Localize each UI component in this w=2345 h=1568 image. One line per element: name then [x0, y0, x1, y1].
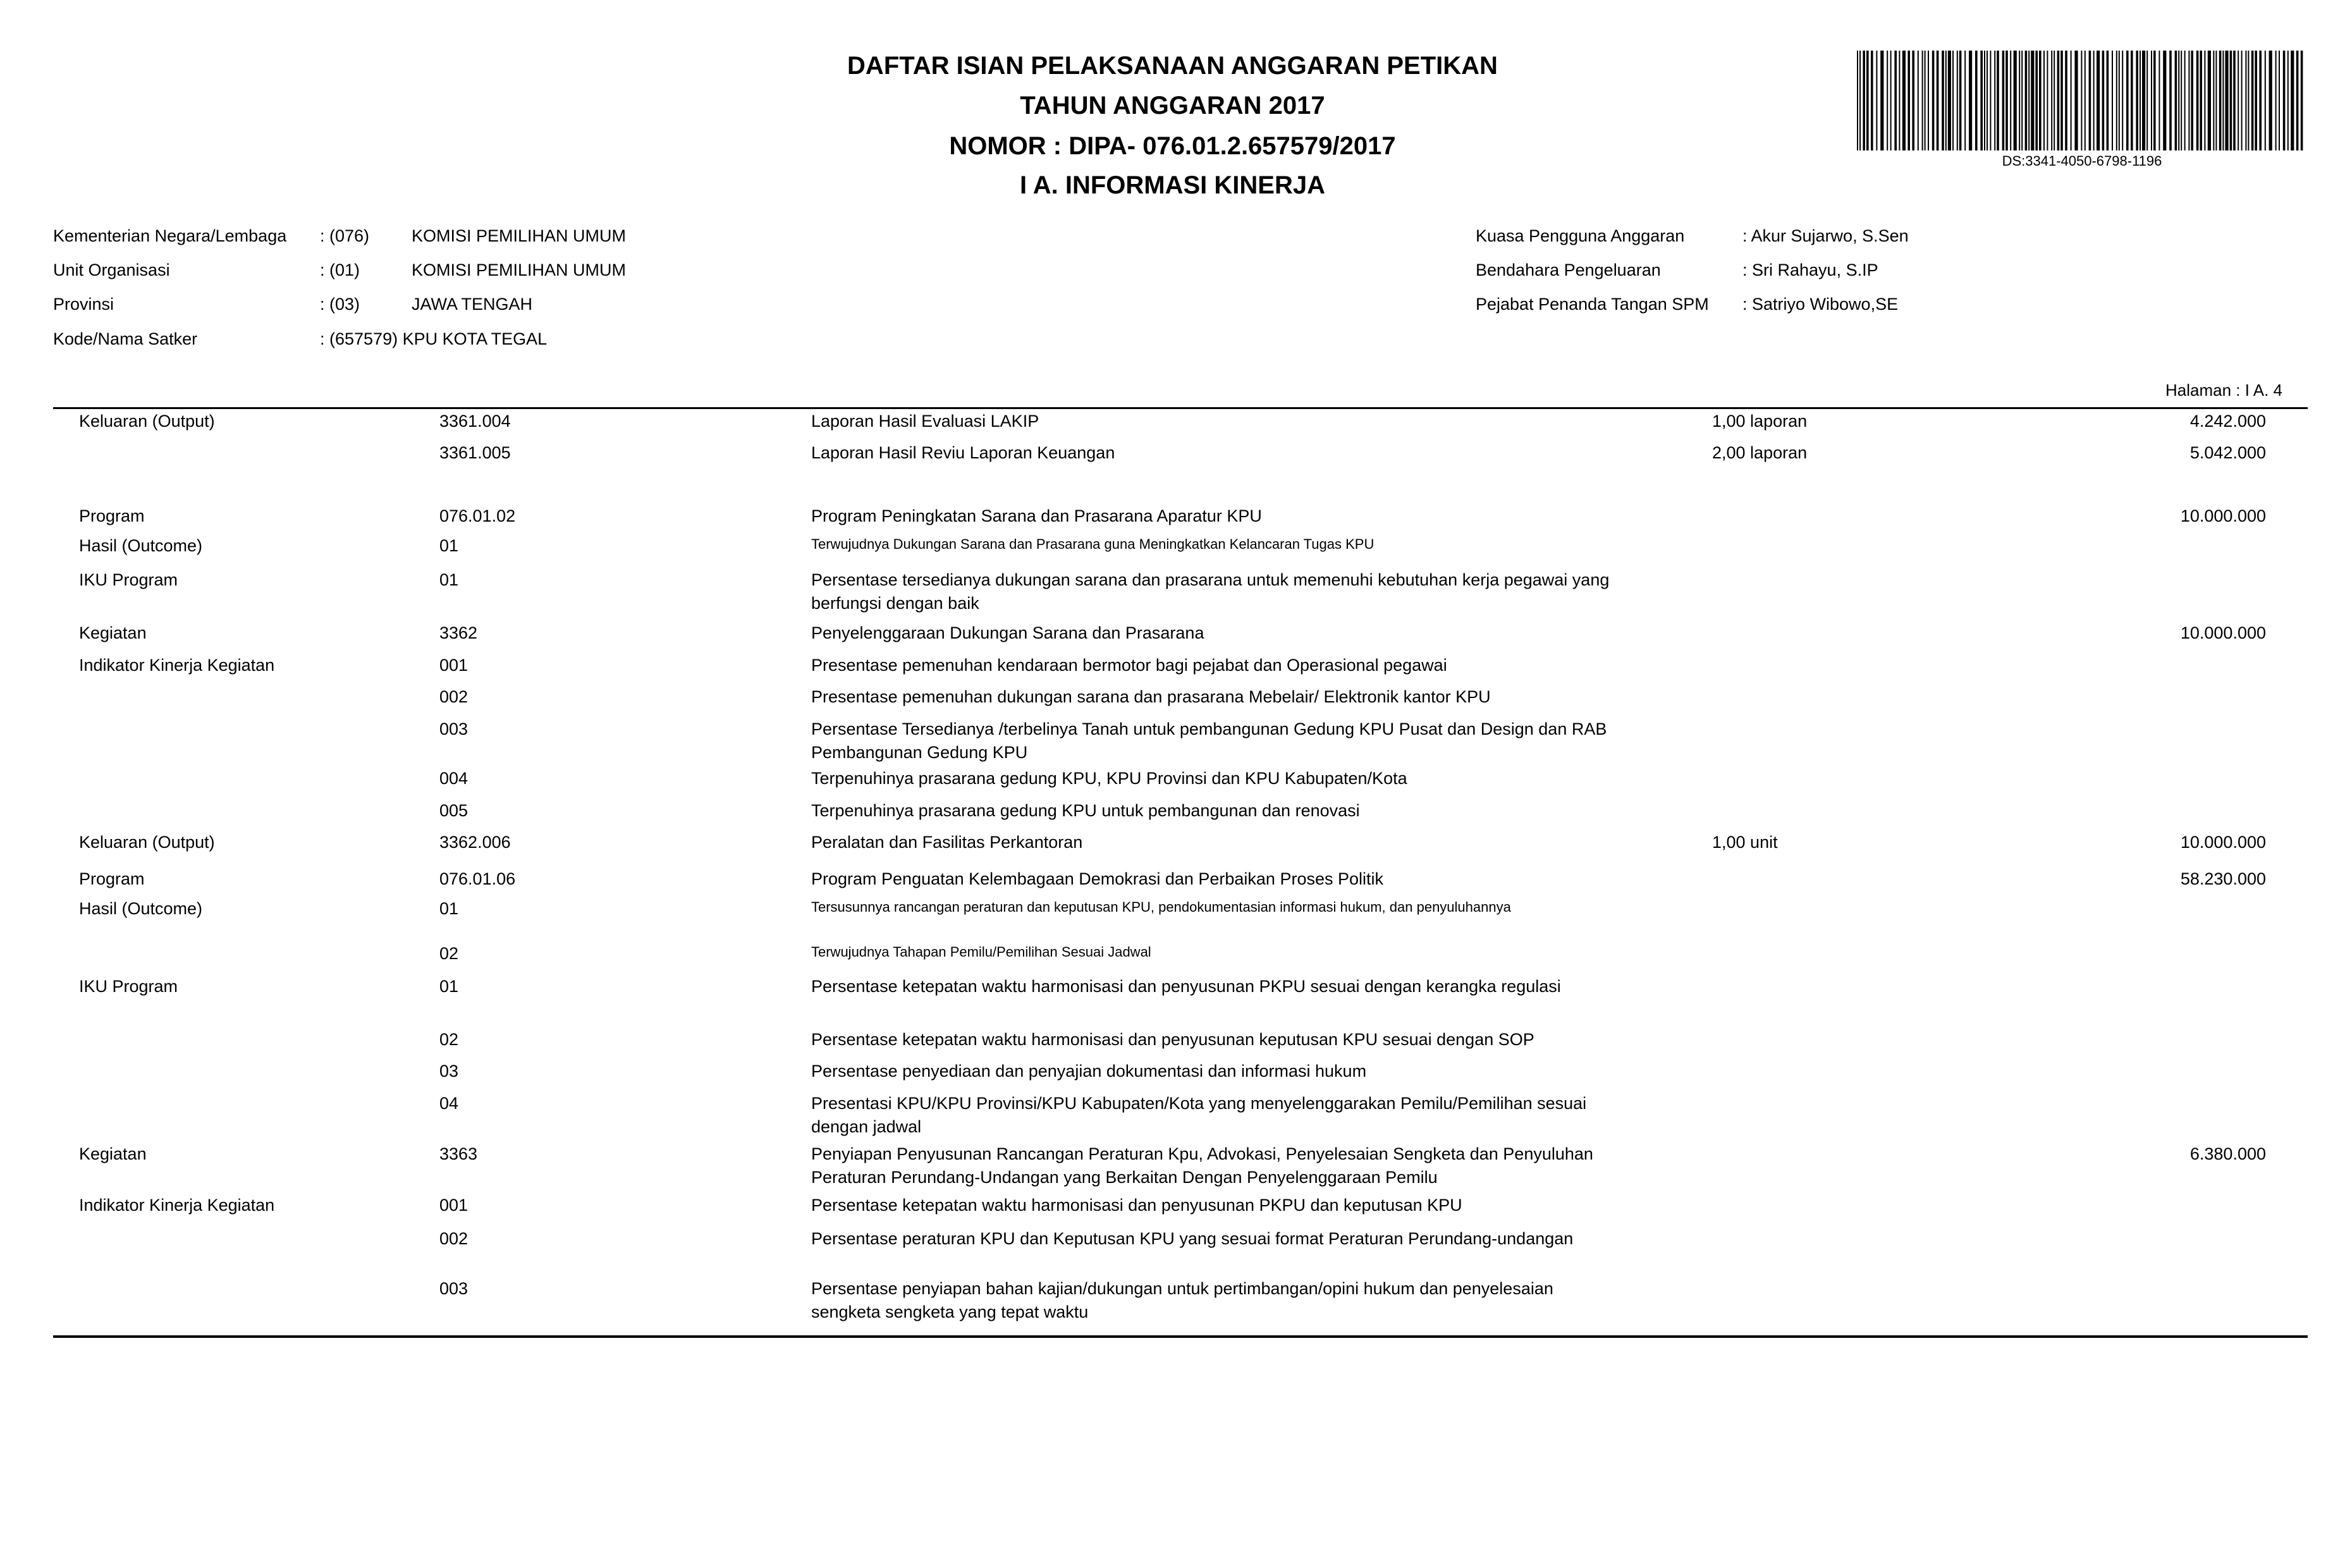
row-label: Kegiatan	[79, 623, 147, 642]
barcode-bar	[2225, 51, 2228, 150]
barcode-bar	[1957, 51, 1958, 150]
section-title: I A. INFORMASI KINERJA	[1020, 171, 1325, 199]
row-description: Presentase pemenuhan dukungan sarana dan prasarana Mebelair/ Elektronik kantor KPU	[811, 687, 1491, 706]
barcode-bar	[2060, 51, 2063, 150]
barcode-bar	[2181, 51, 2182, 150]
barcode-bar	[2213, 51, 2214, 150]
row-description: Terwujudnya Dukungan Sarana dan Prasarana guna Meningkatkan Kelancaran Tugas KPU	[811, 536, 1375, 552]
barcode-bar	[2301, 51, 2303, 150]
barcode-bar	[2119, 51, 2120, 150]
info-spm-label: Pejabat Penanda Tangan SPM	[1476, 295, 1709, 314]
barcode-bar	[1907, 51, 1910, 150]
row-description: Presentase pemenuhan kendaraan bermotor bagi pejabat dan Operasional pegawai	[811, 656, 1447, 675]
barcode-bar	[1945, 51, 1947, 150]
barcode-bar	[2184, 51, 2186, 150]
barcode-bar	[2151, 51, 2152, 150]
row-amount: 10.000.000	[2180, 506, 2266, 525]
row-code: 004	[439, 769, 468, 788]
row-label: Indikator Kinerja Kegiatan	[79, 1196, 275, 1215]
row-code: 3363	[439, 1144, 478, 1163]
barcode-bar	[2259, 51, 2262, 150]
row-amount: 10.000.000	[2180, 623, 2266, 642]
row-description: Persentase penyediaan dan penyajian dokumentasi dan informasi hukum	[811, 1062, 1367, 1081]
row-code: 003	[439, 720, 468, 738]
row-description: Program Peningkatan Sarana dan Prasarana Aparatur KPU	[811, 506, 1262, 525]
row-description: Persentase ketepatan waktu harmonisasi dan penyusunan keputusan KPU sesuai dengan SOP	[811, 1030, 1534, 1049]
info-kpa-label: Kuasa Pengguna Anggaran	[1476, 226, 1685, 245]
barcode-bar	[2126, 51, 2129, 150]
barcode-bar	[2005, 51, 2008, 150]
info-province-code: : (03)	[320, 295, 360, 314]
row-description: Persentase ketepatan waktu harmonisasi dan penyusunan PKPU sesuai dengan kerangka regulasi	[811, 977, 1561, 996]
barcode-bar	[2093, 51, 2095, 150]
barcode-bar	[1928, 51, 1929, 150]
row-label: IKU Program	[79, 570, 178, 589]
barcode-bar	[1990, 51, 1991, 150]
row-amount: 5.042.000	[2189, 443, 2266, 462]
barcode-bar	[2043, 51, 2045, 150]
row-volume: 1,00 unit	[1712, 833, 1778, 852]
barcode-bar	[2241, 51, 2243, 150]
barcode-bar	[2146, 51, 2148, 150]
row-code: 001	[439, 656, 468, 675]
barcode-bar	[2142, 51, 2145, 150]
barcode-bar	[2097, 51, 2100, 150]
row-description: Penyelenggaraan Dukungan Sarana dan Prasarana	[811, 623, 1204, 642]
row-code: 01	[439, 899, 459, 918]
info-province-label: Provinsi	[53, 295, 114, 314]
row-amount: 10.000.000	[2180, 833, 2266, 852]
row-code: 001	[439, 1196, 468, 1215]
barcode-bar	[2136, 51, 2138, 150]
barcode-bar	[2238, 51, 2239, 150]
row-label: IKU Program	[79, 977, 178, 996]
barcode-bar	[2085, 51, 2086, 150]
row-label: Indikator Kinerja Kegiatan	[79, 656, 275, 675]
row-description: Penyiapan Penyusunan Rancangan Peraturan Kpu, Advokasi, Penyelesaian Sengketa dan Penyuluhan Peraturan Perundang-Undangan yang Berkaitan Dengan Penyelenggaraan Pemilu	[811, 1144, 1593, 1187]
barcode-bar	[1859, 51, 1861, 150]
info-unit-label: Unit Organisasi	[53, 260, 170, 279]
barcode-bar	[2112, 51, 2113, 150]
row-description: Presentasi KPU/KPU Provinsi/KPU Kabupaten/Kota yang menyelenggarakan Pemilu/Pemilihan sesuai dengan jadwal	[811, 1094, 1587, 1136]
row-description: Tersusunnya rancangan peraturan dan keputusan KPU, pendokumentasian informasi hukum, dan penyuluhannya	[811, 899, 1511, 915]
barcode-bar	[1894, 51, 1897, 150]
barcode-bar	[1866, 51, 1869, 150]
barcode-bar	[1863, 51, 1865, 150]
barcode-bar	[2158, 51, 2160, 150]
barcode-bar	[2255, 51, 2257, 150]
barcode-bar	[2065, 51, 2067, 150]
barcode-bar	[1980, 51, 1983, 150]
barcode-bar	[2131, 51, 2133, 150]
barcode-bar	[1959, 51, 1962, 150]
row-description: Persentase peraturan KPU dan Keputusan KPU yang sesuai format Peraturan Perundang-undangan	[811, 1229, 1574, 1248]
info-treasurer-value: : Sri Rahayu, S.IP	[1742, 260, 1878, 279]
row-code: 3362.006	[439, 833, 511, 852]
row-amount: 4.242.000	[2189, 412, 2266, 431]
barcode-bar	[2188, 51, 2189, 150]
barcode-bar	[2021, 51, 2023, 150]
barcode-bar	[2175, 51, 2177, 150]
row-description: Persentase Tersedianya /terbelinya Tanah untuk pembangunan Gedung KPU Pusat dan Design dan RAB Pembangunan Gedung KPU	[811, 720, 1607, 762]
row-description: Persentase tersedianya dukungan sarana dan prasarana untuk memenuhi kebutuhan kerja pegawai yang berfungsi dengan baik	[811, 570, 1610, 613]
barcode-bar	[1857, 51, 1858, 150]
barcode-bar	[1952, 51, 1954, 150]
row-description: Terpenuhinya prasarana gedung KPU untuk pembangunan dan renovasi	[811, 801, 1360, 820]
barcode-bar	[1984, 51, 1985, 150]
barcode-bar	[2296, 51, 2299, 150]
barcode-bar	[1880, 51, 1883, 150]
info-kpa-value: : Akur Sujarwo, S.Sen	[1742, 226, 1909, 245]
barcode-bar	[1969, 51, 1972, 150]
barcode-bar	[2057, 51, 2060, 150]
barcode-bar	[2010, 51, 2011, 150]
barcode-bar	[1871, 51, 1873, 150]
barcode-bar	[2200, 51, 2202, 150]
barcode-bar	[2081, 51, 2082, 150]
barcode-bar	[2002, 51, 2005, 150]
row-code: 003	[439, 1279, 468, 1298]
barcode-number: DS:3341-4050-6798-1196	[2002, 153, 2162, 169]
info-unit-code: : (01)	[320, 260, 360, 279]
barcode-bar	[1902, 51, 1906, 150]
document-title: DAFTAR ISIAN PELAKSANAAN ANGGARAN PETIKAN	[847, 52, 1498, 80]
barcode-bar	[1964, 51, 1966, 150]
barcode-bar	[1899, 51, 1900, 150]
barcode-bar	[2283, 51, 2286, 150]
row-label: Program	[79, 869, 145, 888]
barcode-bar	[2219, 51, 2222, 150]
barcode-bar	[1922, 51, 1923, 150]
barcode-bar	[2122, 51, 2123, 150]
info-province-value: JAWA TENGAH	[412, 295, 533, 314]
barcode-bar	[2275, 51, 2277, 150]
barcode-bar	[2233, 51, 2236, 150]
row-code: 01	[439, 570, 459, 589]
row-description: Terwujudnya Tahapan Pemilu/Pemilihan Sesuai Jadwal	[811, 944, 1151, 960]
row-volume: 1,00 laporan	[1712, 412, 1808, 431]
info-unit-value: KOMISI PEMILIHAN UMUM	[412, 260, 627, 279]
barcode-bar	[1987, 51, 1988, 150]
row-label: Program	[79, 506, 145, 525]
barcode-bar	[1925, 51, 1926, 150]
info-ministry-value: KOMISI PEMILIHAN UMUM	[412, 226, 627, 245]
barcode-bar	[1887, 51, 1888, 150]
row-label: Keluaran (Output)	[79, 412, 215, 431]
barcode-bar	[2028, 51, 2030, 150]
barcode-bar	[2265, 51, 2266, 150]
barcode-bar	[2245, 51, 2246, 150]
barcode-bar	[2102, 51, 2105, 150]
barcode-bar	[2035, 51, 2038, 150]
table-top-rule	[53, 407, 2308, 409]
barcode-bar	[2140, 51, 2141, 150]
barcode-bar	[2191, 51, 2193, 150]
barcode-bar	[2169, 51, 2172, 150]
barcode-bar	[2248, 51, 2249, 150]
row-code: 3361.004	[439, 412, 511, 431]
barcode-bar	[1932, 51, 1935, 150]
barcode-bar	[2222, 51, 2224, 150]
barcode-bar	[2291, 51, 2294, 150]
row-code: 01	[439, 536, 459, 555]
dipa-number: NOMOR : DIPA- 076.01.2.657579/2017	[949, 132, 1396, 160]
row-code: 03	[439, 1062, 459, 1081]
row-code: 02	[439, 1030, 459, 1049]
barcode-bar	[1890, 51, 1892, 150]
page-number: Halaman : I A. 4	[2165, 381, 2282, 400]
barcode-bar	[1918, 51, 1919, 150]
info-treasurer-label: Bendahara Pengeluaran	[1476, 260, 1661, 279]
barcode-bar	[2204, 51, 2205, 150]
barcode-bar	[2089, 51, 2091, 150]
row-description: Terpenuhinya prasarana gedung KPU, KPU Provinsi dan KPU Kabupaten/Kota	[811, 769, 1407, 788]
row-label: Hasil (Outcome)	[79, 536, 203, 555]
barcode-image	[1857, 51, 2307, 150]
info-ministry-code: : (076)	[320, 226, 370, 245]
row-label: Kegiatan	[79, 1144, 147, 1163]
row-code: 002	[439, 1229, 468, 1248]
barcode-bar	[2279, 51, 2280, 150]
row-code: 076.01.02	[439, 506, 516, 525]
row-description: Persentase penyiapan bahan kajian/dukungan untuk pertimbangan/opini hukum dan penyelesaian sengketa sengketa yang tepat waktu	[811, 1279, 1553, 1321]
row-label: Hasil (Outcome)	[79, 899, 203, 918]
info-satker-code: : (657579) KPU KOTA TEGAL	[320, 329, 548, 348]
row-code: 005	[439, 801, 468, 820]
row-code: 01	[439, 977, 459, 996]
row-code: 04	[439, 1094, 459, 1113]
table-bottom-rule	[53, 1335, 2308, 1338]
barcode-bar	[1912, 51, 1914, 150]
barcode-bar	[2071, 51, 2072, 150]
row-label: Keluaran (Output)	[79, 833, 215, 852]
barcode-bar	[1937, 51, 1939, 150]
barcode-bar	[1975, 51, 1978, 150]
barcode-bar	[2153, 51, 2156, 150]
row-code: 076.01.06	[439, 869, 516, 888]
barcode-bar	[2014, 51, 2017, 150]
row-code: 3362	[439, 623, 478, 642]
row-description: Peralatan dan Fasilitas Perkantoran	[811, 833, 1083, 852]
info-ministry-label: Kementerian Negara/Lembaga	[53, 226, 287, 245]
barcode-bar	[2230, 51, 2232, 150]
barcode-bar	[2039, 51, 2042, 150]
barcode-bar	[2107, 51, 2109, 150]
barcode-bar	[2178, 51, 2179, 150]
barcode-bar	[1997, 51, 1999, 150]
row-code: 002	[439, 687, 468, 706]
row-amount: 58.230.000	[2180, 869, 2266, 888]
barcode-bar	[2208, 51, 2211, 150]
row-description: Laporan Hasil Evaluasi LAKIP	[811, 412, 1039, 431]
barcode-bar	[2051, 51, 2052, 150]
barcode-bar	[2025, 51, 2028, 150]
barcode-bar	[2019, 51, 2020, 150]
barcode-bar	[2031, 51, 2034, 150]
row-code: 3361.005	[439, 443, 511, 462]
barcode-bar	[2054, 51, 2055, 150]
barcode-bar	[2047, 51, 2048, 150]
row-description: Persentase ketepatan waktu harmonisasi dan penyusunan PKPU dan keputusan KPU	[811, 1196, 1462, 1215]
info-spm-value: : Satriyo Wibowo,SE	[1742, 295, 1899, 314]
barcode-bar	[2116, 51, 2117, 150]
info-satker-label: Kode/Nama Satker	[53, 329, 198, 348]
barcode-bar	[2287, 51, 2289, 150]
row-description: Laporan Hasil Reviu Laporan Keuangan	[811, 443, 1115, 462]
barcode-bar	[2196, 51, 2199, 150]
barcode-bar	[2215, 51, 2217, 150]
barcode-bar	[2163, 51, 2166, 150]
barcode-bar	[2269, 51, 2272, 150]
row-description: Program Penguatan Kelembagaan Demokrasi dan Perbaikan Proses Politik	[811, 869, 1384, 888]
barcode-bar	[1994, 51, 1995, 150]
barcode-bar	[1876, 51, 1877, 150]
row-amount: 6.380.000	[2189, 1144, 2266, 1163]
barcode-bar	[2251, 51, 2254, 150]
fiscal-year-title: TAHUN ANGGARAN 2017	[1020, 92, 1325, 119]
row-volume: 2,00 laporan	[1712, 443, 1808, 462]
barcode-bar	[2074, 51, 2078, 150]
row-code: 02	[439, 944, 459, 963]
barcode-bar	[1948, 51, 1951, 150]
barcode-bar	[1942, 51, 1944, 150]
